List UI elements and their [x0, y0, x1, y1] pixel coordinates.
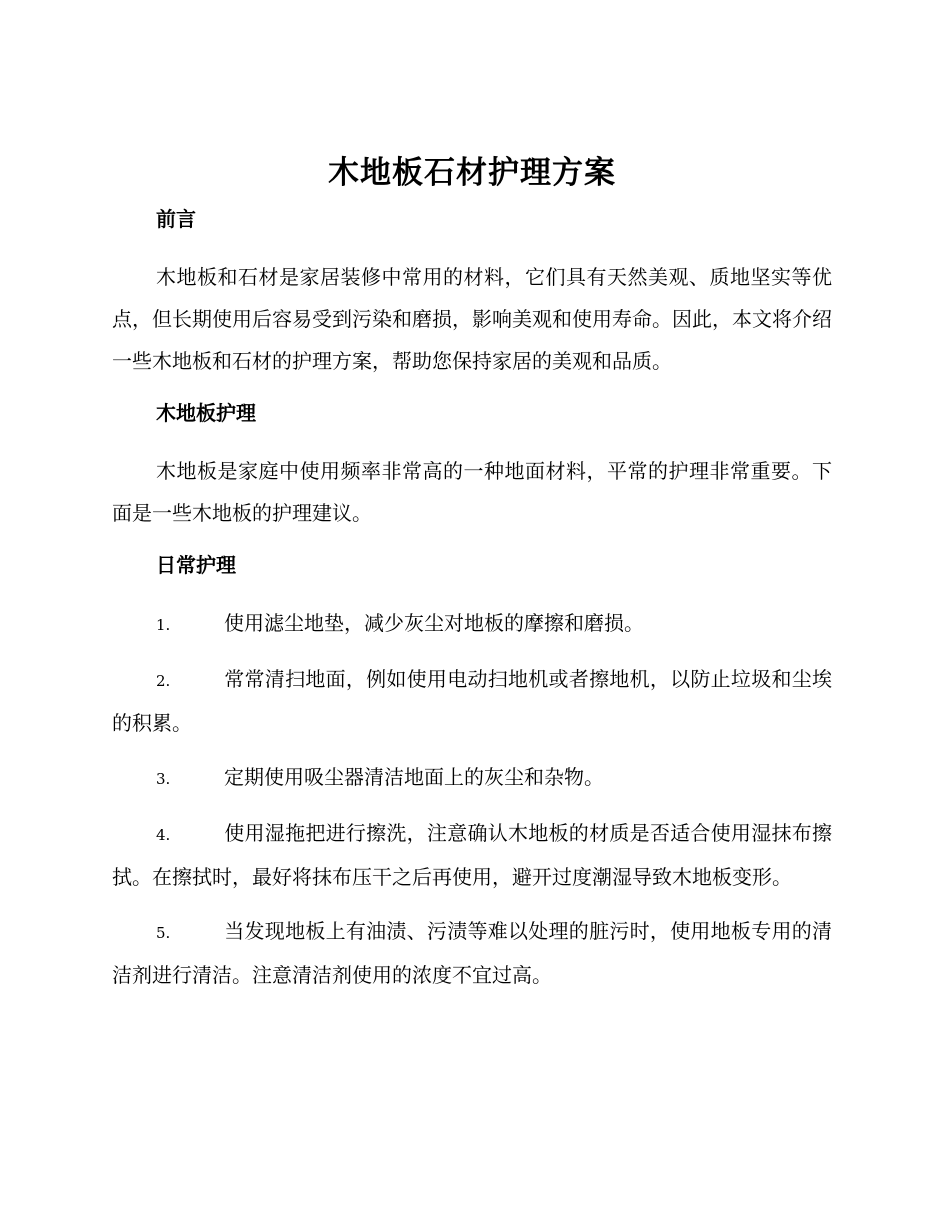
wood-paragraph: 木地板是家庭中使用频率非常高的一种地面材料，平常的护理非常重要。下面是一些木地板的护理建议。 — [112, 459, 832, 525]
list-item-number: 2. — [156, 672, 171, 690]
list-item-number: 1. — [156, 616, 171, 634]
document-title: 木地板石材护理方案 — [328, 155, 616, 191]
section-heading-intro: 前言 — [156, 207, 196, 231]
document-page — [112, 150, 832, 1008]
list-item-text: 使用滤尘地垫，减少灰尘对地板的摩擦和磨损。 — [224, 611, 644, 635]
section-heading-daily: 日常护理 — [156, 553, 236, 577]
list-item-text: 常常清扫地面，例如使用电动扫地机或者擦地机，以防止垃圾和尘埃的积累。 — [112, 667, 832, 735]
list-item — [112, 812, 832, 898]
section-heading-wood: 木地板护理 — [156, 401, 256, 425]
list-item — [112, 602, 832, 646]
list-item-text: 当发现地板上有油渍、污渍等难以处理的脏污时，使用地板专用的清洁剂进行清洁。注意清洁剂使用的浓度不宜过高。 — [112, 919, 832, 987]
list-item-number: 3. — [156, 770, 171, 788]
list-item-number: 5. — [156, 924, 171, 942]
list-item-number: 4. — [156, 826, 171, 844]
list-item — [112, 910, 832, 996]
list-item — [112, 756, 832, 800]
list-item-text: 使用湿拖把进行擦洗，注意确认木地板的材质是否适合使用湿抹布擦拭。在擦拭时，最好将抹布压干之后再使用，避开过度潮湿导致木地板变形。 — [112, 821, 832, 889]
intro-paragraph: 木地板和石材是家居装修中常用的材料，它们具有天然美观、质地坚实等优点，但长期使用后容易受到污染和磨损，影响美观和使用寿命。因此，本文将介绍一些木地板和石材的护理方案，帮助您保持家居的美观和品质。 — [112, 265, 832, 373]
list-item — [112, 658, 832, 744]
list-item-text: 定期使用吸尘器清洁地面上的灰尘和杂物。 — [224, 765, 604, 789]
